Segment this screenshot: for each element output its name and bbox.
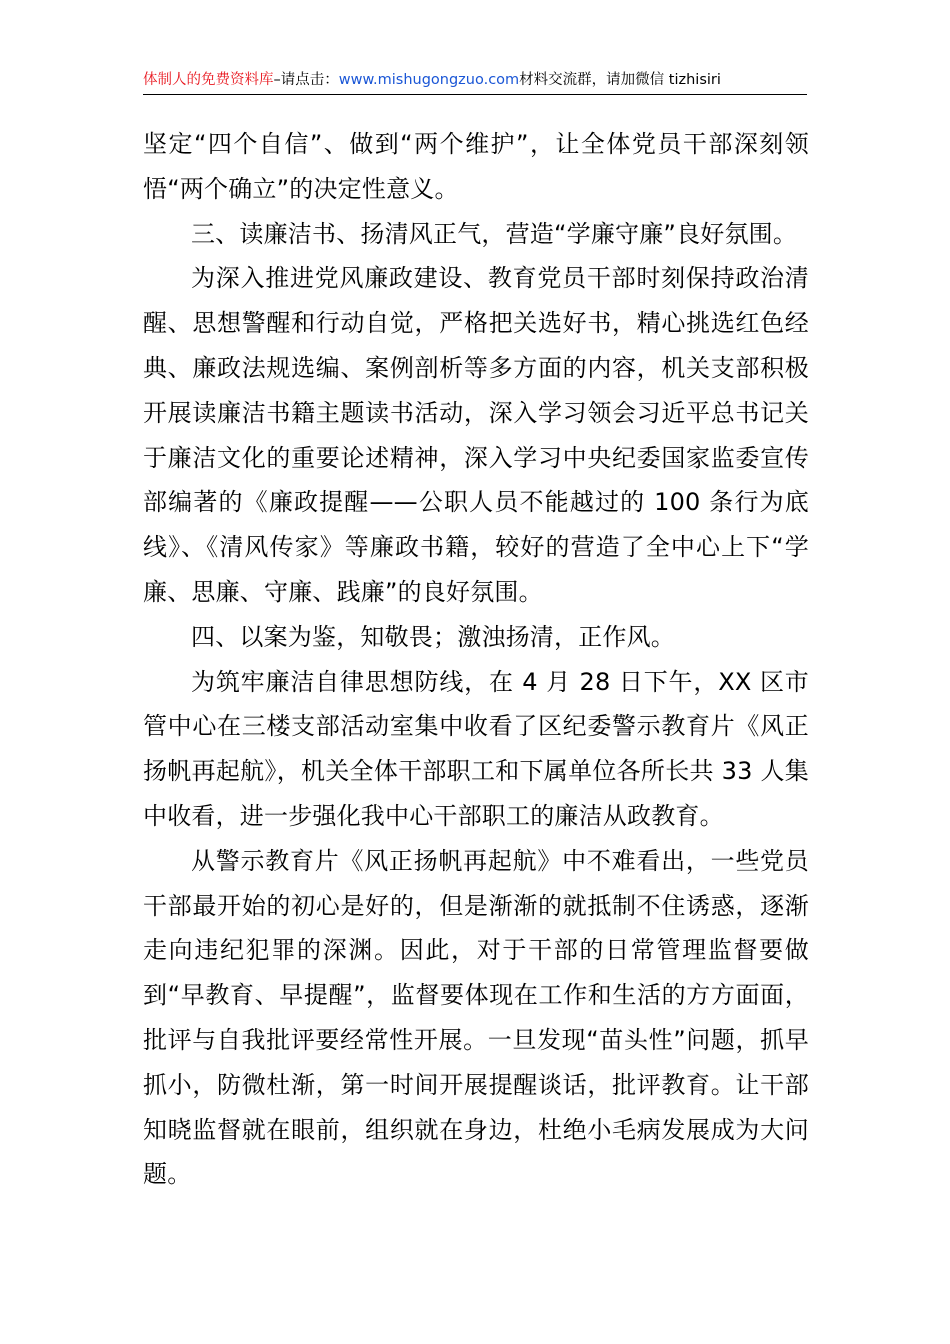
paragraph-supervision: 从警示教育片《风正扬帆再起航》中不难看出，一些党员干部最开始的初心是好的，但是渐渐的就抵制不住诱惑，逐渐走向违纪犯罪的深渊。因此，对于干部的日常管理监督要做到“早教育、早提醒”，监督要体现在工作和生活的方方面面，批评与自我批评要经常性开展。一旦发现“苗头性”问题，抓早抓小，防微杜渐，第一时间开展提醒谈话，批评教育。让干部知晓监督就在眼前，组织就在身边，杜绝小毛病发展成为大问题。 [143,846,809,1189]
paragraph-continuation: 坚定“四个自信”、做到“两个维护”，让全体党员干部深刻领悟“两个确立”的决定性意义。 [143,130,809,203]
document-body [143,122,809,1197]
section-heading-four: 四、以案为鉴，知敬畏；激浊扬清，正作风。 [191,622,675,651]
header-url-link[interactable]: www.mishugongzuo.com [338,72,520,88]
paragraph-warning-film: 为筑牢廉洁自律思想防线，在 4 月 28 日下午，XX 区市管中心在三楼支部活动室集中收看了区纪委警示教育片《风正扬帆再起航》，机关全体干部职工和下属单位各所长共 33 人集中收看，进一步强化我中心干部职工的廉洁从政教育。 [143,667,809,830]
paragraph-reading-activity: 为深入推进党风廉政建设、教育党员干部时刻保持政治清醒、思想警醒和行动自觉，严格把关选好书，精心挑选红色经典、廉政法规选编、案例剖析等多方面的内容，机关支部积极开展读廉洁书籍主题读书活动，深入学习领会习近平总书记关于廉洁文化的重要论述精神，深入学习中央纪委国家监委宣传部编著的《廉政提醒——公职人员不能越过的 100 条行为底线》、《清风传家》等廉政书籍，较好的营造了全中心上下“学廉、思廉、守廉、践廉”的良好氛围。 [143,264,809,606]
header-site-name: 体制人的免费资料库 [143,72,274,88]
header-prompt: –请点击： [273,72,339,88]
section-heading-three: 三、读廉洁书、扬清风正气，营造“学廉守廉”良好氛围。 [191,219,798,248]
page-header [143,66,807,95]
header-note: 材料交流群，请加微信 tizhisiri [519,72,721,88]
